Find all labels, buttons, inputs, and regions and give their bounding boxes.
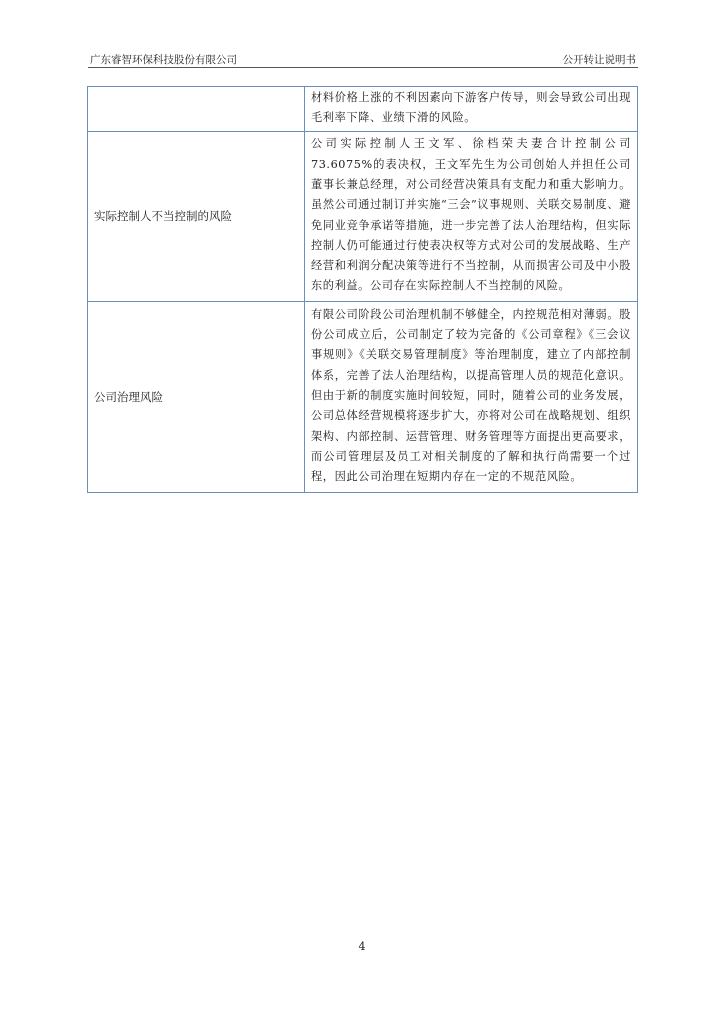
risk-description-cell: 公司实际控制人王文军、徐档荣夫妻合计控制公司73.6075%的表决权，王文军先生为公司创始人并担任公司董事长兼总经理，对公司经营决策具有支配力和重大影响力。虽然公司通过制订并实施“三会”议事规则、关联交易制度、避免同业竞争承诺等措施，进一步完善了法人治理结构，但实际控制人仍可能通过行使表决权等方式对公司的发展战略、生产经营和利润分配决策等进行不当控制，从而损害公司及中小股东的利益。公司存在实际控制人不当控制的风险。 — [305, 131, 638, 301]
table-row — [88, 87, 638, 132]
risk-name-cell — [88, 87, 305, 132]
risk-table — [87, 86, 638, 493]
risk-description-cell: 材料价格上涨的不利因素向下游客户传导，则会导致公司出现毛利率下降、业绩下滑的风险。 — [305, 87, 638, 132]
header-document-title: 公开转让说明书 — [562, 54, 636, 66]
risk-name-cell: 公司治理风险 — [88, 301, 305, 492]
page-header — [88, 49, 638, 68]
risk-description-cell: 有限公司阶段公司治理机制不够健全，内控规范相对薄弱。股份公司成立后，公司制定了较为完备的《公司章程》《三会议事规则》《关联交易管理制度》等治理制度，建立了内部控制体系，完善了法人治理结构，以提高管理人员的规范化意识。但由于新的制度实施时间较短，同时，随着公司的业务发展，公司总体经营规模将逐步扩大，亦将对公司在战略规划、组织架构、内部控制、运营管理、财务管理等方面提出更高要求，而公司管理层及员工对相关制度的了解和执行尚需要一个过程，因此公司治理在短期内存在一定的不规范风险。 — [305, 301, 638, 492]
table-row — [88, 301, 638, 492]
header-company-name: 广东睿智环保科技股份有限公司 — [90, 54, 237, 66]
page-number: 4 — [358, 940, 366, 953]
table-row — [88, 131, 638, 301]
risk-name-cell: 实际控制人不当控制的风险 — [88, 131, 305, 301]
